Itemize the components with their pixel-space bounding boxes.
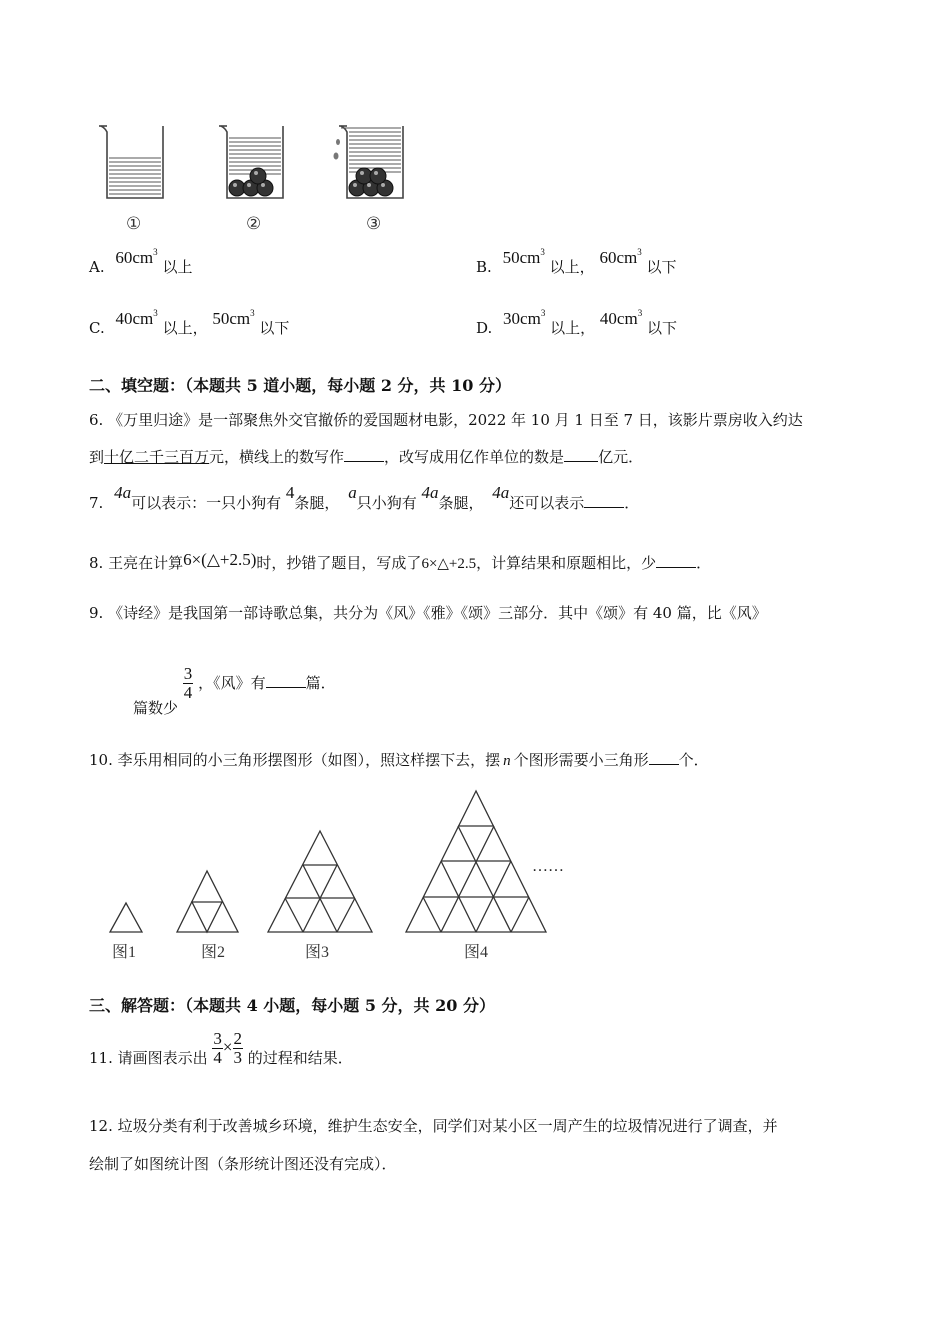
triangle-fig-3	[268, 831, 372, 932]
fig-label-1: ①	[126, 214, 142, 233]
q6-line2: 到十亿二千三百万元，横线上的数写作 ，改写成用亿作单位的数是 亿元．	[89, 448, 644, 466]
q7: 7. 4a可以表示：一只小狗有 4条腿， a只小狗有 4a条腿， 4a还可以表示 ．	[89, 483, 640, 512]
q11-fraction-2: $\frac{2}{3}$	[233, 1029, 242, 1067]
q9-line2: 篇数少 $\frac{3}{4}$ ，《风》有 篇．	[133, 664, 336, 717]
q8-blank[interactable]	[656, 553, 696, 568]
q11-fraction-1: $\frac{3}{4}$	[213, 1029, 222, 1067]
q9-blank[interactable]	[266, 673, 306, 688]
triangle-fig-4	[406, 791, 546, 932]
q11: 11. 请画图表示出 $\frac{3}{4}$ × $\frac{2}{3}$ 的过程和结果．	[89, 1029, 353, 1067]
water-drops	[334, 139, 341, 160]
q12-line2: 绘制了如图统计图（条形统计图还没有完成）．	[89, 1155, 397, 1173]
section-3-heading: 三、解答题：（本题共 4 小题，每小题 5 分，共 20 分）	[89, 996, 495, 1015]
option-c[interactable]: C. $40cm^3$ 以上， $50cm^3$ 以下	[89, 308, 290, 337]
q9-line1: 9. 《诗经》是我国第一部诗歌总集，共分为《风》《雅》《颂》三部分．其中《颂》有 40 篇，比《风》	[89, 604, 767, 622]
beaker-figure	[95, 118, 415, 238]
q6-blank-2[interactable]	[564, 447, 598, 462]
option-b[interactable]: B. $50cm^3$ 以上， $60cm^3$ 以下	[476, 247, 677, 276]
fig-caption-1: 图1	[112, 944, 137, 961]
fig-label-3: ③	[366, 214, 382, 233]
q10-blank[interactable]	[649, 750, 679, 765]
fig-label-2: ②	[246, 214, 262, 233]
q8: 8. 王亮在计算6×(△+2.5)时，抄错了题目，写成了6×△+2.5，计算结果和原题相比，少 ．	[89, 550, 712, 572]
triangle-pattern-figure	[100, 785, 580, 965]
option-d[interactable]: D. $30cm^3$ 以上， $40cm^3$ 以下	[476, 308, 677, 337]
fig-caption-3: 图3	[305, 944, 330, 961]
section-2-heading: 二、填空题：（本题共 5 道小题，每小题 2 分，共 10 分）	[89, 376, 511, 395]
option-a[interactable]: A. $60cm^3$ 以上	[89, 247, 193, 276]
option-a-value: $60cm^3$	[115, 247, 158, 267]
q7-blank[interactable]	[584, 493, 624, 508]
q9-fraction: $\frac{3}{4}$	[183, 664, 193, 702]
triangle-fig-1	[110, 903, 142, 932]
q6-line1: 6. 《万里归途》是一部聚焦外交官撤侨的爱国题材电影，2022 年 10 月 1 日至 7 日，该影片票房收入约达	[89, 411, 803, 429]
fig-caption-4: 图4	[464, 944, 489, 961]
triangle-fig-2	[177, 871, 238, 932]
q12-line1: 12. 垃圾分类有利于改善城乡环境，维护生态安全，同学们对某小区一周产生的垃圾情况进行了调查，并	[89, 1117, 778, 1135]
fig-caption-2: 图2	[201, 944, 226, 961]
q10: 10. 李乐用相同的小三角形摆图形（如图），照这样摆下去，摆 n 个图形需要小三角形 个．	[89, 751, 709, 769]
q6-blank-1[interactable]	[344, 447, 384, 462]
q6-underlined-number: 十亿二千三百万	[104, 448, 210, 466]
figure-ellipsis: ……	[532, 858, 564, 875]
